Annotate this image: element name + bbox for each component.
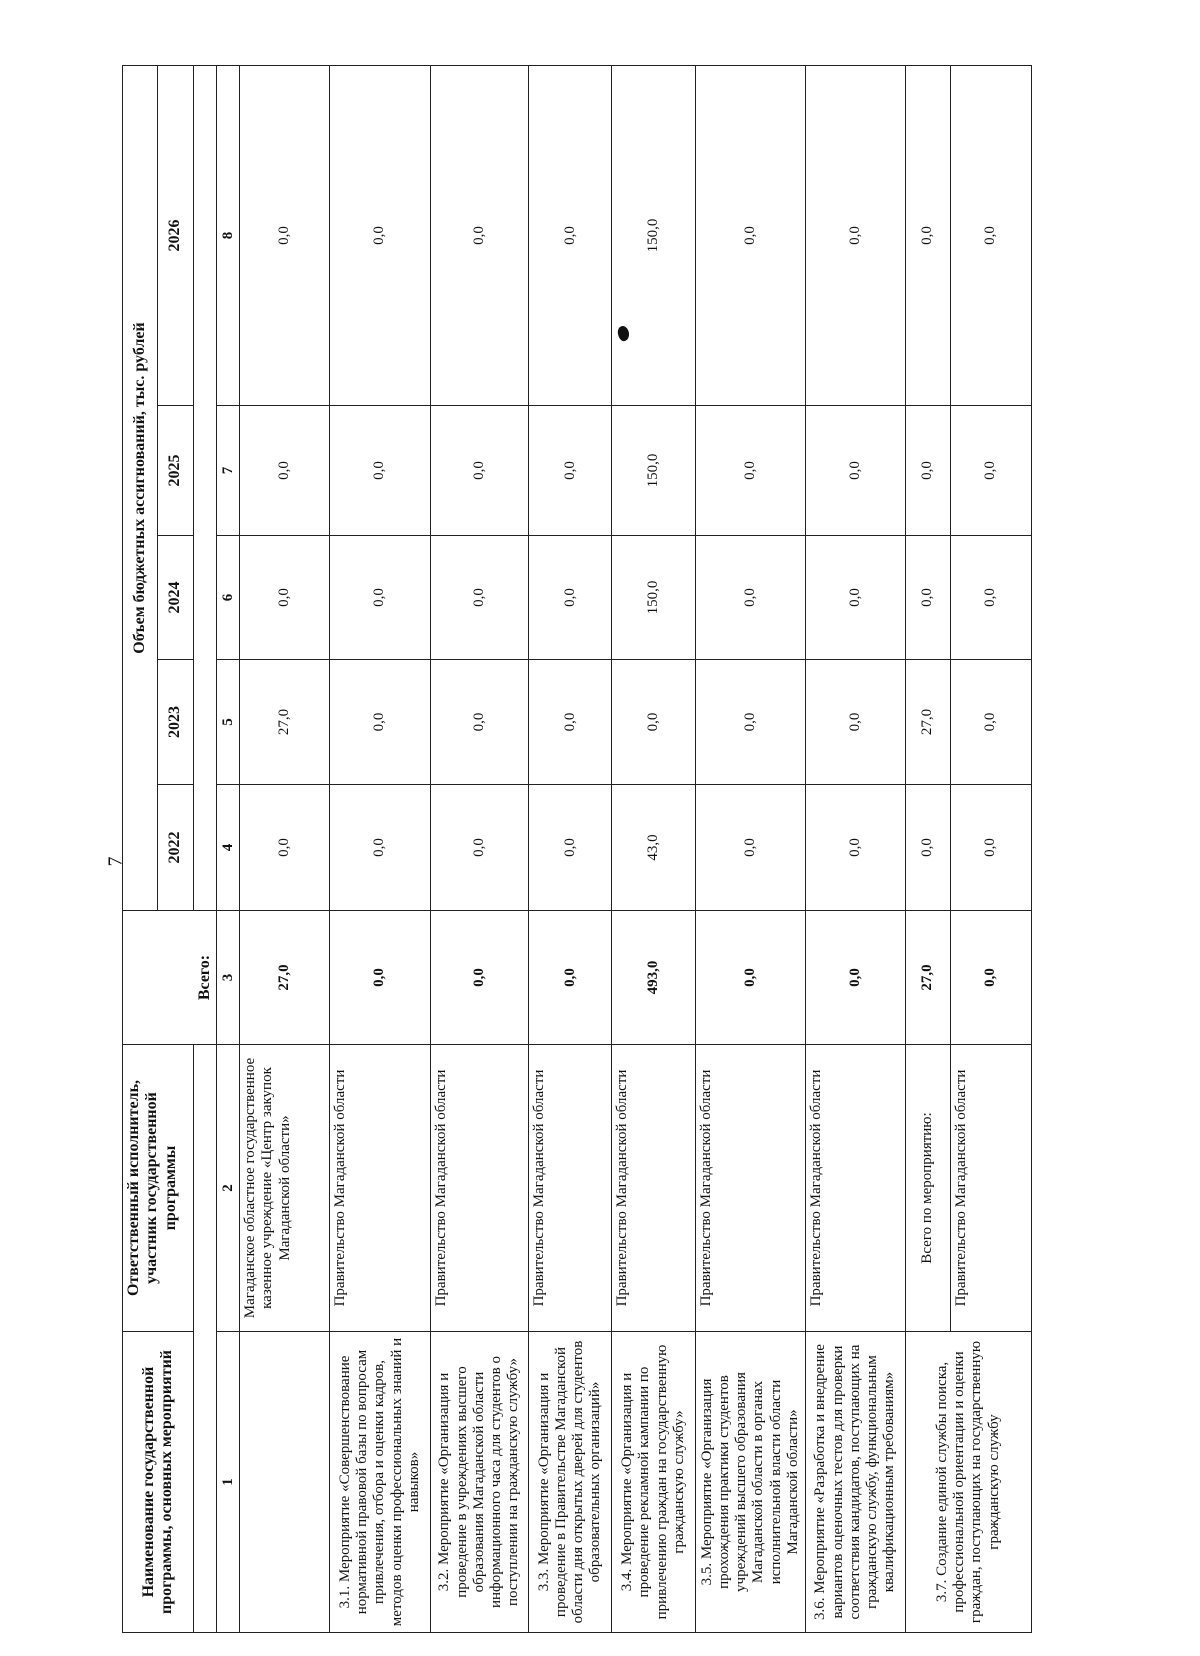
table-row: [431, 65, 529, 1632]
row-value-2022: 0,0: [950, 785, 1031, 911]
row-total: 0,0: [329, 911, 431, 1045]
row-value-2025: 0,0: [806, 406, 906, 536]
row-total: 0,0: [950, 911, 1031, 1045]
row-value-2023: 0,0: [695, 660, 805, 785]
table-row: [329, 65, 431, 1632]
row-value-2022: 0,0: [528, 785, 611, 911]
row-total: 27,0: [905, 911, 950, 1045]
row-value-2025: 0,0: [905, 406, 950, 536]
row-total: 493,0: [612, 911, 695, 1045]
row-value-2025: 0,0: [431, 406, 529, 536]
row-value-2026: 0,0: [905, 65, 950, 405]
table-row: [240, 65, 330, 1632]
row-name: 3.5. Мероприятие «Организация прохождения практики студентов учреждений высшего образования Магаданской области в органах исполнительной власти области Магаданской области»: [695, 1332, 805, 1633]
row-executor: Правительство Магаданской области: [950, 1045, 1031, 1332]
table-row: [905, 65, 950, 1632]
row-executor: Правительство Магаданской области: [329, 1045, 431, 1332]
row-value-2024: 0,0: [806, 536, 906, 660]
rotated-table-container: [122, 66, 1032, 1633]
row-value-2024: 0,0: [695, 536, 805, 660]
row-value-2022: 0,0: [695, 785, 805, 911]
row-value-2023: 0,0: [806, 660, 906, 785]
row-value-2026: 0,0: [329, 65, 431, 405]
row-executor: Магаданское областное государственное казенное учреждение «Центр закупок Магаданской области»: [240, 1045, 330, 1332]
header-total: Всего:: [194, 911, 217, 1045]
row-total: 0,0: [431, 911, 529, 1045]
column-number: 5: [217, 660, 240, 785]
row-value-2024: 0,0: [905, 536, 950, 660]
row-executor: Всего по мероприятию:: [905, 1045, 950, 1332]
row-total: 0,0: [528, 911, 611, 1045]
header-gap: [194, 1045, 217, 1633]
row-value-2025: 150,0: [612, 406, 695, 536]
table-row: [612, 65, 695, 1632]
row-value-2022: 0,0: [431, 785, 529, 911]
row-total: 27,0: [240, 911, 330, 1045]
header-total-spacer: [123, 911, 194, 1045]
column-number: 4: [217, 785, 240, 911]
column-number: 6: [217, 536, 240, 660]
row-value-2023: 0,0: [950, 660, 1031, 785]
row-value-2025: 0,0: [695, 406, 805, 536]
table-row: [528, 65, 611, 1632]
row-value-2022: 0,0: [240, 785, 330, 911]
row-value-2023: 27,0: [905, 660, 950, 785]
row-value-2024: 150,0: [612, 536, 695, 660]
row-value-2026: 0,0: [695, 65, 805, 405]
row-name: 3.1. Мероприятие «Совершенствование нормативной правовой базы по вопросам привлечения, отбора и оценки кадров, методов оценки профессиональных знаний и навыков»: [329, 1332, 431, 1633]
header-year-2022: 2022: [157, 785, 194, 911]
header-year-2025: 2025: [157, 406, 194, 536]
column-number: 7: [217, 406, 240, 536]
row-executor: Правительство Магаданской области: [612, 1045, 695, 1332]
header-budget-group: Объем бюджетных ассигнований, тыс. рублей: [123, 65, 158, 910]
row-value-2024: 0,0: [240, 536, 330, 660]
row-name: 3.7. Создание единой службы поиска, профессиональной ориентации и оценки граждан, поступающих на государственную гражданскую службу: [905, 1332, 1031, 1633]
row-value-2024: 0,0: [431, 536, 529, 660]
row-value-2025: 0,0: [329, 406, 431, 536]
page-number: 7: [104, 856, 127, 867]
budget-table: [122, 65, 1032, 1633]
column-number: 1: [217, 1332, 240, 1633]
row-total: 0,0: [695, 911, 805, 1045]
row-name: 3.6. Мероприятие «Разработка и внедрение вариантов оценочных тестов для проверки соответствия кандидатов, поступающих на гражданскую службу, функциональным квалификационным требованиям»: [806, 1332, 906, 1633]
row-value-2023: 0,0: [612, 660, 695, 785]
row-value-2023: 0,0: [528, 660, 611, 785]
header-year-2024: 2024: [157, 536, 194, 660]
row-value-2026: 0,0: [431, 65, 529, 405]
row-value-2026: 0,0: [806, 65, 906, 405]
row-value-2026: 150,0: [612, 65, 695, 405]
row-value-2025: 0,0: [240, 406, 330, 536]
row-value-2025: 0,0: [528, 406, 611, 536]
row-executor: Правительство Магаданской области: [806, 1045, 906, 1332]
row-value-2024: 0,0: [528, 536, 611, 660]
row-name: 3.4. Мероприятие «Организация и проведение рекламной кампании по привлечению граждан на государственную гражданскую службу»: [612, 1332, 695, 1633]
header-year-2023: 2023: [157, 660, 194, 785]
column-number: 3: [217, 911, 240, 1045]
row-executor: Правительство Магаданской области: [695, 1045, 805, 1332]
row-name: 3.3. Мероприятие «Организация и проведение в Правительстве Магаданской области дня открытых дверей для студентов образовательных организаций»: [528, 1332, 611, 1633]
row-value-2026: 0,0: [950, 65, 1031, 405]
column-number: 2: [217, 1045, 240, 1332]
row-value-2023: 0,0: [431, 660, 529, 785]
column-number: 8: [217, 65, 240, 405]
header-executor: Ответственный исполнитель, участник государственной программы: [123, 1045, 194, 1332]
row-total: 0,0: [806, 911, 906, 1045]
header-row-3: [194, 65, 217, 1632]
row-value-2026: 0,0: [528, 65, 611, 405]
header-gap-2: [194, 65, 217, 910]
column-number-row: [217, 65, 240, 1632]
row-executor: Правительство Магаданской области: [528, 1045, 611, 1332]
row-value-2022: 0,0: [905, 785, 950, 911]
row-value-2023: 27,0: [240, 660, 330, 785]
row-name: 3.2. Мероприятие «Организация и проведение в учреждениях высшего образования Магаданской области информационного часа для студентов о поступлении на гражданскую службу»: [431, 1332, 529, 1633]
row-value-2022: 0,0: [329, 785, 431, 911]
header-name: Наименование государственной программы, основных мероприятий: [123, 1332, 194, 1633]
header-year-2026: 2026: [157, 65, 194, 405]
row-executor: Правительство Магаданской области: [431, 1045, 529, 1332]
row-value-2022: 0,0: [806, 785, 906, 911]
table-row: [806, 65, 906, 1632]
row-value-2025: 0,0: [950, 406, 1031, 536]
header-row-1: [123, 65, 158, 1632]
row-value-2022: 43,0: [612, 785, 695, 911]
row-value-2023: 0,0: [329, 660, 431, 785]
table-row: [695, 65, 805, 1632]
row-value-2026: 0,0: [240, 65, 330, 405]
row-value-2024: 0,0: [329, 536, 431, 660]
row-name: [240, 1332, 330, 1633]
row-value-2024: 0,0: [950, 536, 1031, 660]
